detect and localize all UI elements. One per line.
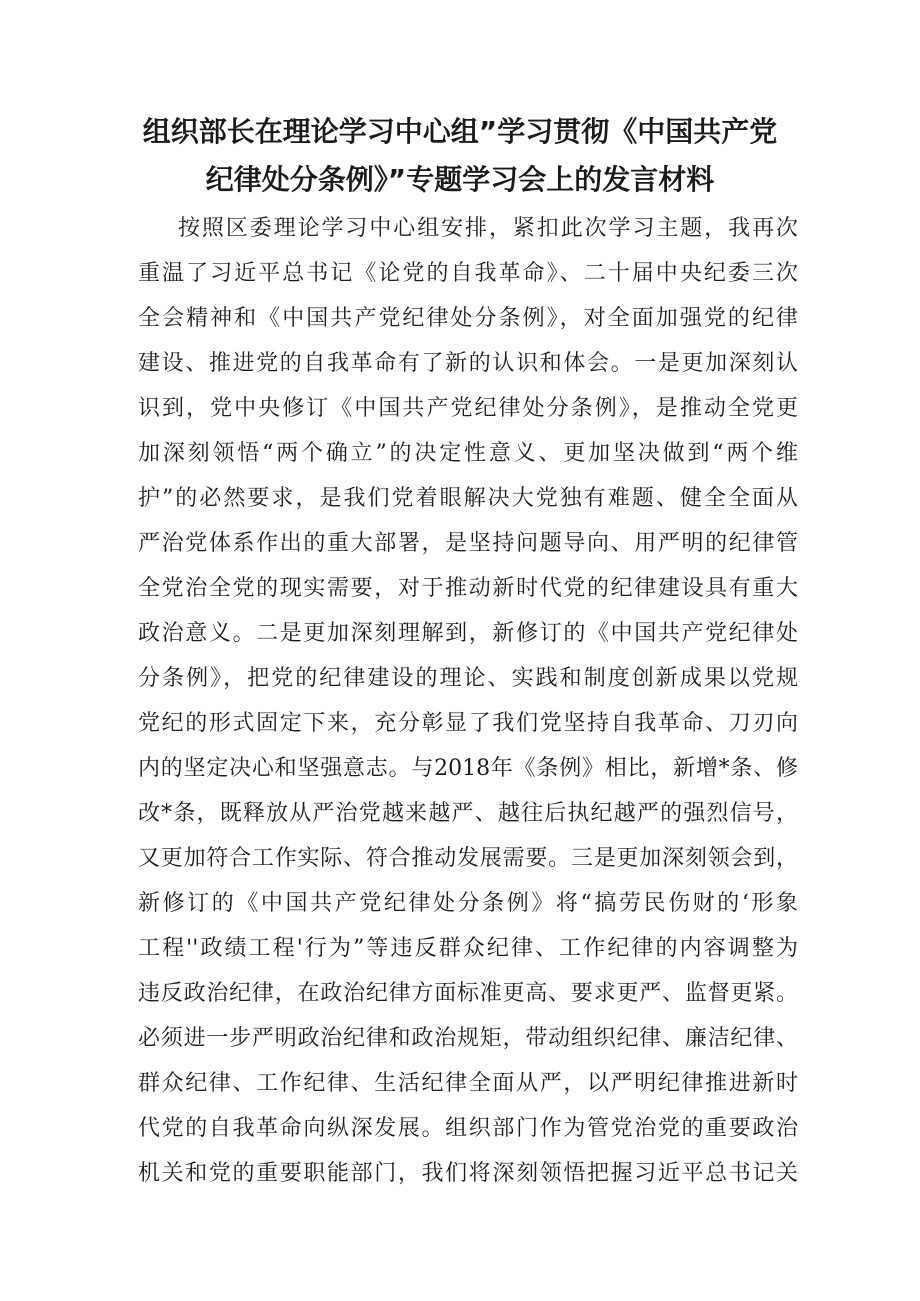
body-line: 重温了习近平总书记《论党的自我革命》、二十届中央纪委三次 (138, 261, 798, 286)
body-line: 新修订的《中国共产党纪律处分条例》将“搞劳民伤财的‘形象 (138, 891, 798, 916)
body-line: 工程''政绩工程'行为”等违反群众纪律、工作纪律的内容调整为 (138, 936, 798, 961)
body-line: 严治党体系作出的重大部署，是坚持问题导向、用严明的纪律管 (138, 531, 798, 556)
body-line: 改*条，既释放从严治党越来越严、越往后执纪越严的强烈信号， (138, 801, 798, 826)
body-line: 必须进一步严明政治纪律和政治规矩，带动组织纪律、廉洁纪律、 (138, 1026, 798, 1051)
body-line: 又更加符合工作实际、符合推动发展需要。三是更加深刻领会到， (138, 846, 798, 871)
body-line: 护”的必然要求，是我们党着眼解决大党独有难题、健全全面从 (138, 486, 798, 511)
body-line: 全会精神和《中国共产党纪律处分条例》，对全面加强党的纪律 (138, 306, 798, 331)
body-line: 机关和党的重要职能部门，我们将深刻领悟把握习近平总书记关 (138, 1161, 798, 1186)
body-line: 分条例》，把党的纪律建设的理论、实践和制度创新成果以党规 (138, 666, 798, 691)
body-line: 违反政治纪律，在政治纪律方面标准更高、要求更严、监督更紧。 (138, 981, 798, 1006)
document-title-line-2: 纪律处分条例》”专题学习会上的发言材料 (205, 163, 715, 196)
body-line: 识到，党中央修订《中国共产党纪律处分条例》，是推动全党更 (138, 396, 798, 421)
body-line: 党纪的形式固定下来，充分彰显了我们党坚持自我革命、刀刃向 (138, 711, 798, 736)
body-line: 全党治全党的现实需要，对于推动新时代党的纪律建设具有重大 (138, 576, 798, 601)
body-line: 代党的自我革命向纵深发展。组织部门作为管党治党的重要政治 (138, 1116, 798, 1141)
body-line: 群众纪律、工作纪律、生活纪律全面从严，以严明纪律推进新时 (138, 1071, 798, 1096)
body-line: 内的坚定决心和坚强意志。与2018年《条例》相比，新增*条、修 (138, 756, 798, 781)
body-line: 政治意义。二是更加深刻理解到，新修订的《中国共产党纪律处 (138, 621, 798, 646)
body-line: 加深刻领悟“两个确立”的决定性意义、更加坚决做到“两个维 (138, 441, 798, 466)
document-title-line-1: 组织部长在理论学习中心组”学习贯彻《中国共产党 (142, 115, 778, 148)
body-line: 建设、推进党的自我革命有了新的认识和体会。一是更加深刻认 (138, 351, 798, 376)
body-line: 按照区委理论学习中心组安排，紧扣此次学习主题，我再次 (178, 216, 798, 241)
